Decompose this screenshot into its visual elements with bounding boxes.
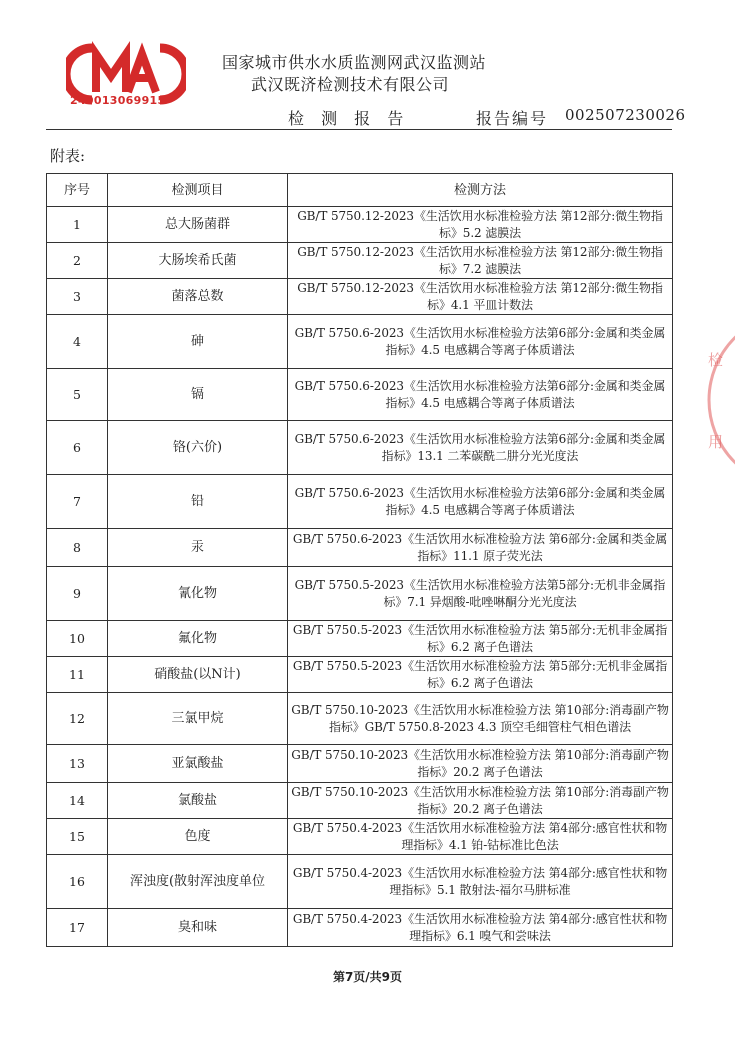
row-item: 铬(六价) (108, 421, 288, 475)
table-row (47, 529, 673, 567)
row-number: 4 (47, 315, 108, 369)
row-method: GB/T 5750.6-2023《生活饮用水标准检验方法第6部分:金属和类金属指标》4.5 电感耦合等离子体质谱法 (288, 475, 673, 529)
row-item: 菌落总数 (108, 279, 288, 315)
row-method: GB/T 5750.4-2023《生活饮用水标准检验方法 第4部分:感官性状和物理指标》5.1 散射法-福尔马肼标准 (288, 855, 673, 909)
report-title: 检 测 报 告 (288, 109, 410, 128)
seal-stamp-partial (702, 325, 735, 475)
org-name-line2: 武汉既济检测技术有限公司 (251, 75, 450, 94)
row-number: 16 (47, 855, 108, 909)
table-row (47, 819, 673, 855)
row-item: 臭和味 (108, 909, 288, 947)
row-method: GB/T 5750.6-2023《生活饮用水标准检验方法第6部分:金属和类金属指标》13.1 二苯碳酰二肼分光光度法 (288, 421, 673, 475)
row-number: 13 (47, 745, 108, 783)
table-row (47, 693, 673, 745)
header-method: 检测方法 (288, 174, 673, 207)
header-no: 序号 (47, 174, 108, 207)
row-number: 1 (47, 207, 108, 243)
row-item: 氟化物 (108, 621, 288, 657)
row-item: 汞 (108, 529, 288, 567)
header-divider (46, 129, 672, 130)
row-number: 12 (47, 693, 108, 745)
row-method: GB/T 5750.5-2023《生活饮用水标准检验方法 第5部分:无机非金属指标》6.2 离子色谱法 (288, 621, 673, 657)
cma-number: 240013069915 (70, 94, 166, 107)
row-item: 氯酸盐 (108, 783, 288, 819)
table-row (47, 567, 673, 621)
appendix-label: 附表: (50, 147, 86, 165)
row-method: GB/T 5750.5-2023《生活饮用水标准检验方法第5部分:无机非金属指标》7.1 异烟酸-吡唑啉酮分光光度法 (288, 567, 673, 621)
table-header-row (47, 174, 673, 207)
row-number: 2 (47, 243, 108, 279)
table-row (47, 279, 673, 315)
row-method: GB/T 5750.5-2023《生活饮用水标准检验方法 第5部分:无机非金属指标》6.2 离子色谱法 (288, 657, 673, 693)
table-row (47, 855, 673, 909)
row-item: 亚氯酸盐 (108, 745, 288, 783)
report-number: 002507230026 (565, 106, 686, 124)
row-method: GB/T 5750.4-2023《生活饮用水标准检验方法 第4部分:感官性状和物理指标》4.1 铂-钴标准比色法 (288, 819, 673, 855)
row-method: GB/T 5750.6-2023《生活饮用水标准检验方法 第6部分:金属和类金属指标》11.1 原子荧光法 (288, 529, 673, 567)
row-method: GB/T 5750.12-2023《生活饮用水标准检验方法 第12部分:微生物指标》5.2 滤膜法 (288, 207, 673, 243)
row-item: 浑浊度(散射浑浊度单位 (108, 855, 288, 909)
table-row (47, 621, 673, 657)
row-item: 铅 (108, 475, 288, 529)
table-row (47, 745, 673, 783)
table-body (47, 207, 673, 947)
row-number: 9 (47, 567, 108, 621)
row-method: GB/T 5750.6-2023《生活饮用水标准检验方法第6部分:金属和类金属指标》4.5 电感耦合等离子体质谱法 (288, 315, 673, 369)
header-item: 检测项目 (108, 174, 288, 207)
row-method: GB/T 5750.10-2023《生活饮用水标准检验方法 第10部分:消毒副产物指标》20.2 离子色谱法 (288, 745, 673, 783)
row-item: 砷 (108, 315, 288, 369)
row-number: 6 (47, 421, 108, 475)
row-item: 色度 (108, 819, 288, 855)
table-row (47, 243, 673, 279)
row-item: 大肠埃希氏菌 (108, 243, 288, 279)
report-number-label: 报告编号 (476, 109, 549, 128)
row-number: 17 (47, 909, 108, 947)
row-method: GB/T 5750.4-2023《生活饮用水标准检验方法 第4部分:感官性状和物理指标》6.1 嗅气和尝味法 (288, 909, 673, 947)
table-row (47, 909, 673, 947)
page-number: 第7页/共9页 (332, 970, 403, 984)
row-number: 7 (47, 475, 108, 529)
table-row (47, 369, 673, 421)
row-number: 3 (47, 279, 108, 315)
row-item: 硝酸盐(以N计) (108, 657, 288, 693)
table-row (47, 783, 673, 819)
row-item: 总大肠菌群 (108, 207, 288, 243)
org-name-line1: 国家城市供水水质监测网武汉监测站 (222, 53, 487, 72)
row-number: 10 (47, 621, 108, 657)
table-row (47, 475, 673, 529)
row-number: 11 (47, 657, 108, 693)
row-item: 三氯甲烷 (108, 693, 288, 745)
row-method: GB/T 5750.12-2023《生活饮用水标准检验方法 第12部分:微生物指标》7.2 滤膜法 (288, 243, 673, 279)
row-method: GB/T 5750.12-2023《生活饮用水标准检验方法 第12部分:微生物指标》4.1 平皿计数法 (288, 279, 673, 315)
row-item: 氰化物 (108, 567, 288, 621)
table-row (47, 421, 673, 475)
table-row (47, 657, 673, 693)
svg-text:用: 用 (708, 433, 724, 451)
methods-table (46, 173, 673, 947)
table-row (47, 207, 673, 243)
row-number: 5 (47, 369, 108, 421)
row-number: 15 (47, 819, 108, 855)
row-item: 镉 (108, 369, 288, 421)
row-number: 14 (47, 783, 108, 819)
table-row (47, 315, 673, 369)
svg-text:检: 检 (708, 351, 724, 369)
row-method: GB/T 5750.6-2023《生活饮用水标准检验方法第6部分:金属和类金属指标》4.5 电感耦合等离子体质谱法 (288, 369, 673, 421)
row-number: 8 (47, 529, 108, 567)
row-method: GB/T 5750.10-2023《生活饮用水标准检验方法 第10部分:消毒副产物指标》GB/T 5750.8-2023 4.3 顶空毛细管柱气相色谱法 (288, 693, 673, 745)
row-method: GB/T 5750.10-2023《生活饮用水标准检验方法 第10部分:消毒副产物指标》20.2 离子色谱法 (288, 783, 673, 819)
